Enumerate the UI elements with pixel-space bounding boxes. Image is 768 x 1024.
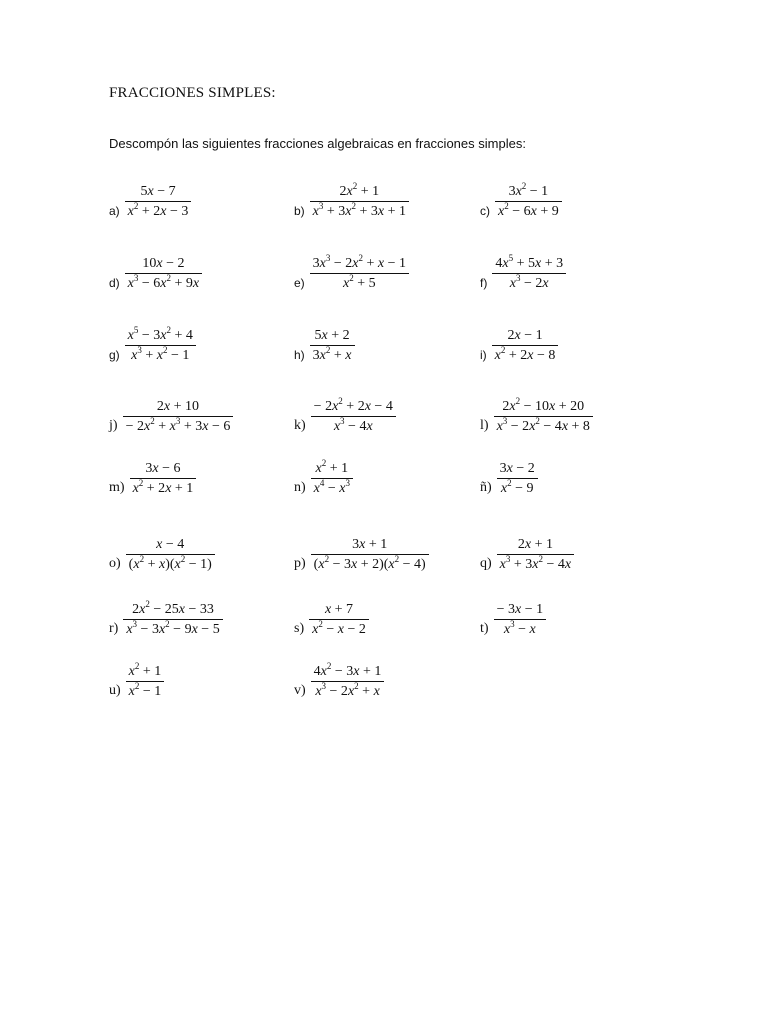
denominator: $x^3 + 3x^2 - 4x$ [499,554,572,572]
exercise-q [480,535,574,574]
exercise-label: s) [294,620,305,636]
fraction [311,662,385,701]
fraction [495,182,562,221]
exercise-label: n) [294,479,306,495]
exercise-r [109,600,223,639]
fraction [492,326,559,365]
exercise-label: p) [294,555,306,571]
fraction [310,182,409,221]
exercise-label: f) [480,275,488,290]
denominator: $x^2 - x - 2$ [312,619,366,637]
fraction [125,182,192,221]
exercise-b [294,182,409,221]
fraction [311,397,396,436]
exercise-k [294,397,396,436]
numerator: 5x − 7 [140,184,176,199]
numerator: 5x + 2 [314,328,350,343]
exercise-v [294,662,384,701]
fraction [309,600,369,639]
fraction [130,459,197,498]
exercise-label: i) [480,347,487,362]
fraction [311,535,429,574]
exercise-label: u) [109,682,121,698]
exercise-label: a) [109,203,120,218]
denominator: $x^3 + x^2 - 1$ [131,345,190,363]
numerator: 10x − 2 [142,256,185,271]
exercise-l [480,397,593,436]
numerator: 2x + 1 [517,537,553,552]
numerator: 3x − 2 [499,461,535,476]
fraction [126,662,165,701]
exercise-label: g) [109,347,120,362]
denominator: $x^2 - 1$ [128,681,162,699]
numerator: − $2x^2 + 2x - 4$ [313,396,393,414]
fraction [125,254,202,293]
fraction [311,459,353,498]
numerator: $2x^2 - 25x - 33$ [132,599,214,617]
exercise-a [109,182,191,221]
exercise-label: r) [109,620,119,636]
exercise-p [294,535,429,574]
denominator: $x^2 - 6x + 9$ [498,201,559,219]
page-title: FRACCIONES SIMPLES: [109,85,276,101]
fraction [126,535,215,574]
numerator: − 3x − 1 [496,602,544,617]
exercise-label: j) [109,417,118,433]
fraction [492,254,566,293]
denominator: − $2x^2 + x^3 + 3x - 6$ [125,416,231,434]
numerator: $4x^5 + 5x + 3$ [495,253,564,271]
fraction [125,326,196,365]
numerator: x − 4 [156,537,185,552]
exercise-h [294,326,355,365]
fraction [310,326,355,365]
denominator: $x^3 + 3x^2 + 3x + 1$ [312,201,407,219]
exercise-label: t) [480,620,489,636]
exercise-label: m) [109,479,125,495]
exercise-c [480,182,562,221]
denominator: $x^2 + 2x - 3$ [127,201,189,219]
exercise-label: b) [294,203,305,218]
exercise-label: e) [294,275,305,290]
exercise-o [109,535,215,574]
denominator: $x^3 - 3x^2 - 9x - 5$ [126,619,220,637]
denominator: $x^2 - 9$ [500,478,534,496]
exercise-n [294,459,353,498]
exercise-label: o) [109,555,121,571]
exercise-j [109,397,233,436]
numerator: 2x + 10 [156,399,200,414]
fraction [494,600,547,639]
denominator: $(x^2 + x)(x^2 - 1)$ [128,554,212,572]
fraction [123,397,234,436]
denominator: $x^3 - 2x^2 + x$ [315,681,380,699]
numerator: $3x^2 - 1$ [508,181,549,199]
numerator: 2x − 1 [507,328,543,343]
exercise-i [480,326,558,365]
denominator: $x^3 - x$ [503,619,536,637]
numerator: $x^2 + 1$ [128,661,162,679]
exercise-label: v) [294,682,306,698]
exercise-label: ñ) [480,479,492,495]
denominator: $x^3 - 2x^2 - 4x + 8$ [496,416,590,434]
denominator: $3x^2 + x$ [312,345,352,363]
denominator: $x^2 + 2x + 1$ [132,478,194,496]
exercise-label: c) [480,203,490,218]
numerator: $2x^2 + 1$ [339,181,380,199]
fraction [497,535,574,574]
exercise-f [480,254,566,293]
numerator: 3x + 1 [352,537,388,552]
exercise-s [294,600,369,639]
exercise-label: k) [294,417,306,433]
numerator: 3x − 6 [145,461,181,476]
numerator: $3x^3 - 2x^2 + x - 1$ [312,253,407,271]
fraction [494,397,593,436]
exercise-d [109,254,202,293]
exercise-label: d) [109,275,120,290]
exercise-e [294,254,409,293]
numerator: $x^2 + 1$ [315,458,349,476]
numerator: x + 7 [324,602,354,617]
exercise-m [109,459,196,498]
fraction [497,459,538,498]
numerator: $2x^2 - 10x + 20$ [502,396,585,414]
numerator: $x^5 - 3x^2 + 4$ [127,325,193,343]
exercise-ñ [480,459,538,498]
numerator: $4x^2 - 3x + 1$ [313,661,382,679]
exercise-u [109,662,164,701]
fraction [310,254,409,293]
exercise-label: q) [480,555,492,571]
denominator: $x^3 - 4x$ [333,416,373,434]
denominator: $x^3 - 6x^2 + 9x$ [127,273,200,291]
fraction [123,600,222,639]
denominator: $x^2 + 5$ [343,273,376,291]
exercise-label: l) [480,417,489,433]
denominator: $(x^2 - 3x + 2)(x^2 - 4)$ [313,554,426,572]
exercise-g [109,326,196,365]
denominator: $x^3 - 2x$ [509,273,549,291]
exercise-t [480,600,546,639]
denominator: $x^2 + 2x - 8$ [494,345,556,363]
instruction-text: Descompón las siguientes fracciones algebraicas en fracciones simples: [109,136,526,151]
exercise-label: h) [294,347,305,362]
denominator: $x^4 - x^3$ [313,478,351,496]
